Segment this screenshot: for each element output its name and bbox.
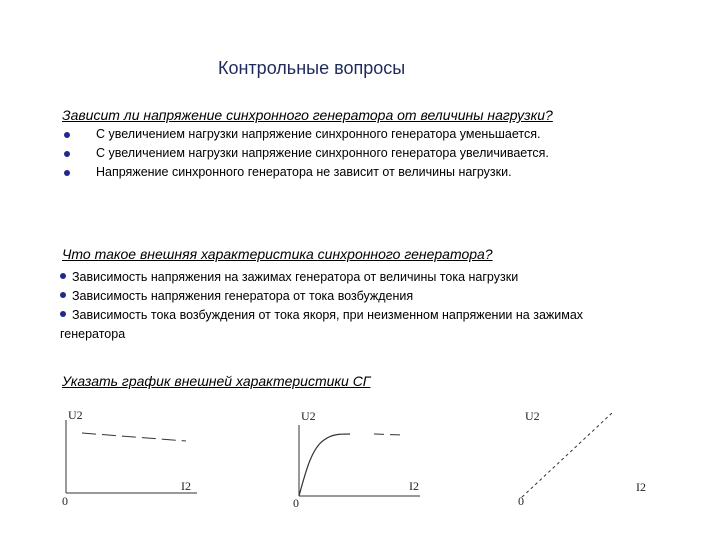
graph-3-y-label: U2 (525, 409, 540, 423)
graph-option-3[interactable] (518, 409, 646, 508)
graph-3-x-label: I2 (636, 480, 646, 494)
graph-2-origin: 0 (293, 496, 299, 510)
q2-option-1-label: Зависимость напряжения на зажимах генератора от величины тока нагрузки (72, 270, 519, 284)
graph-option-1[interactable] (62, 408, 197, 508)
q1-option-3[interactable]: Напряжение синхронного генератора не зависит от величины нагрузки. (96, 165, 512, 179)
graph-3-origin: 0 (518, 494, 524, 508)
graph-2-x-label: I2 (409, 479, 419, 493)
graph-2-curve-dashed (374, 434, 402, 435)
graph-1-curve (82, 433, 186, 441)
q1-option-1[interactable]: С увеличением нагрузки напряжение синхронного генератора уменьшается. (96, 127, 541, 141)
graph-2-y-label: U2 (301, 409, 316, 423)
q2-option-3-continuation: генератора (60, 327, 126, 341)
q2-option-3-label: Зависимость тока возбуждения от тока якоря, при неизменном напряжении на зажимах (72, 308, 584, 322)
graph-3-curve (522, 413, 612, 497)
question-2-text: Что такое внешняя характеристика синхронного генератора? (62, 246, 493, 262)
q2-option-2-label: Зависимость напряжения генератора от тока возбуждения (72, 289, 414, 303)
graph-1-x-label: I2 (181, 479, 191, 493)
q1-option-2[interactable]: С увеличением нагрузки напряжение синхронного генератора увеличивается. (96, 146, 549, 160)
graph-1-origin: 0 (62, 494, 68, 508)
graph-1-y-label: U2 (68, 408, 83, 422)
graph-option-2[interactable] (293, 409, 420, 510)
graph-2-curve (299, 434, 350, 496)
page-title: Контрольные вопросы (218, 58, 406, 78)
question-1-text: Зависит ли напряжение синхронного генератора от величины нагрузки? (62, 107, 553, 123)
question-3-text: Указать график внешней характеристики СГ (62, 373, 371, 389)
